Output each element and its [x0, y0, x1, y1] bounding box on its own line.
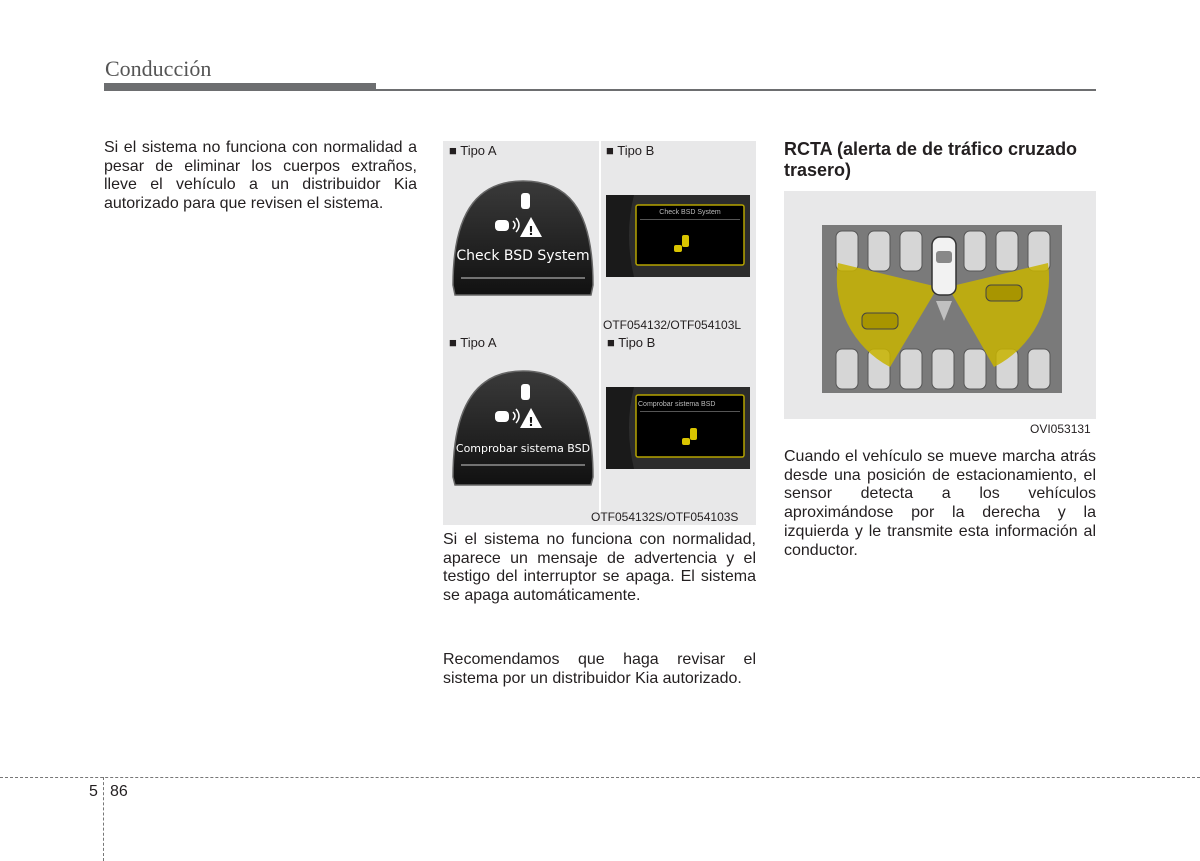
figure2-caption: OTF054132S/OTF054103S [591, 510, 739, 524]
cluster-gauge-a2 [443, 357, 599, 502]
col2-paragraph-2: Recomendamos que haga revisar el sistema por un distribuidor Kia autorizado. [443, 651, 756, 687]
screen-b1-message: Check BSD System [659, 209, 721, 216]
cluster-display-b2 [606, 387, 750, 469]
figure2-label-a: ■ Tipo A [449, 335, 497, 350]
col1-paragraph: Si el sistema no funciona con normalidad a pesar de eliminar los cuerpos extraños, lleve el vehículo a un distribuidor Kia autorizado para que revisen el sistema. [104, 139, 417, 213]
footer-rule [0, 777, 1200, 778]
svg-text:!: ! [528, 224, 534, 238]
rcta-parking-diagram [822, 225, 1062, 393]
cluster-display-b1 [606, 195, 750, 277]
screen-b2-message: Comprobar sistema BSD [638, 401, 716, 408]
figure-divider [599, 141, 601, 513]
svg-text:!: ! [528, 415, 534, 429]
header-rule [104, 89, 1096, 91]
col3-paragraph: Cuando el vehículo se mueve marcha atrás desde una posición de estacionamiento, el sensor detecta a los vehículos aproximándose por la derecha y la izquierda y le transmite esta información al conductor. [784, 448, 1096, 559]
page-number: 86 [110, 783, 128, 800]
section-title: Conducción [105, 56, 212, 81]
chapter-number: 5 [89, 783, 98, 800]
figure1-label-a: ■ Tipo A [449, 143, 497, 158]
rcta-figure-caption: OVI053131 [1030, 422, 1091, 436]
rcta-heading: RCTA (alerta de de tráfico cruzado trasero) [784, 139, 1078, 180]
footer-divider [103, 777, 104, 861]
screen-a2-message: Comprobar sistema BSD [455, 442, 591, 455]
col2-paragraph-1: Si el sistema no funciona con normalidad, aparece un mensaje de advertencia y el testigo del interruptor se apaga. El sistema se apaga automáticamente. [443, 531, 756, 605]
figure1-label-b: ■ Tipo B [606, 143, 655, 158]
screen-a1-message: Check BSD System [456, 248, 590, 264]
cluster-gauge-a1 [443, 165, 599, 310]
figure1-caption: OTF054132/OTF054103L [603, 318, 742, 332]
figure2-label-b: ■ Tipo B [607, 335, 656, 350]
